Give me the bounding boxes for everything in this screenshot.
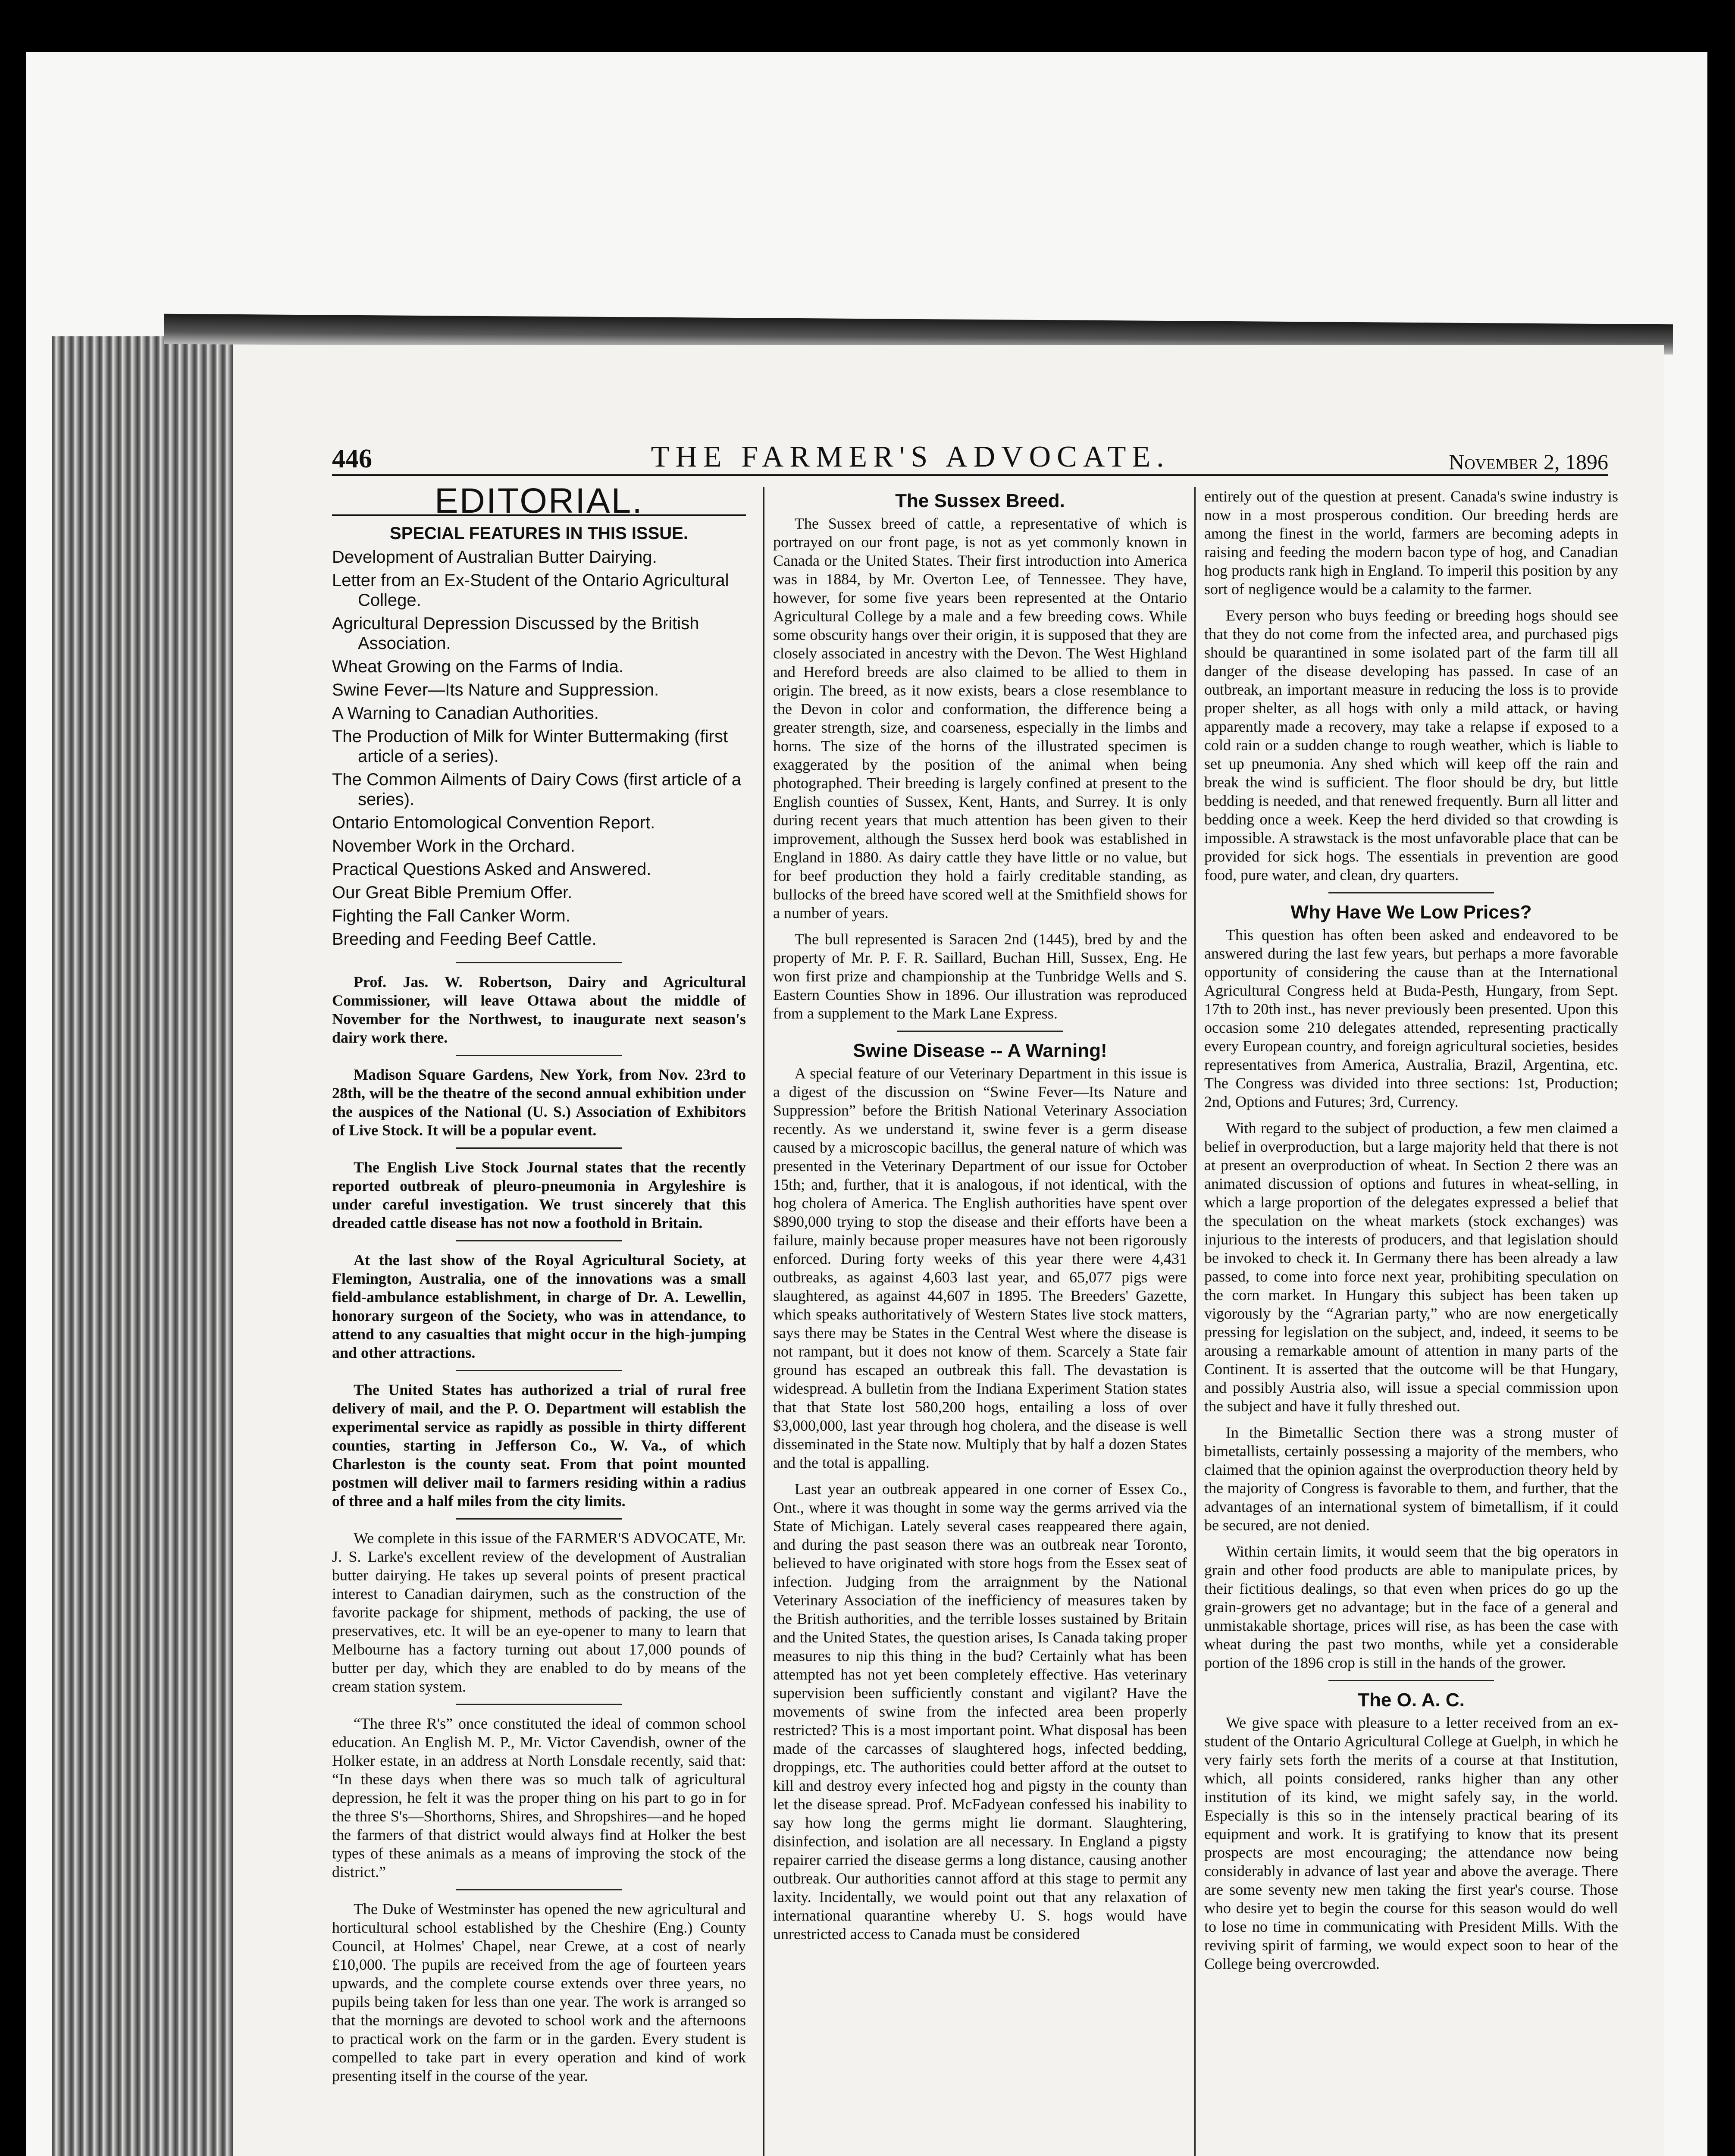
low-prices-paragraph: With regard to the subject of production, a few men claimed a belief in overproduction, but a large majority held that there is not at present an overproduction of wheat. In Section 2 there was an animated discussion of options and futures in wheat-selling, in which a large proportion of the delegates expressed a belief that the speculation on the wheat markets (stock exchanges) was injurious to the interests of producers, and that legislation should be invoked to check it. In Germany there has been already a law passed, to come into force next year, prohibiting speculation on the corn market. In Hungary this subject has been taken up vigorously by the “Agrarian party,” who are now energetically pressing for legislation on the subject, and, indeed, it seems to be arousing a remarkable amount of attention in many parts of the Continent. It is asserted that the outcome will be that Hungary, and possibly Austria also, will issue a special commission upon the subject and have it fully threshed out. (1204, 1119, 1618, 1415)
list-item: Agricultural Depression Discussed by the British Association. (332, 614, 699, 653)
divider (456, 1704, 622, 1705)
oac-title: The O. A. C. (1358, 1689, 1465, 1711)
list-item: Swine Fever—Its Nature and Suppression. (332, 680, 659, 699)
list-item: Wheat Growing on the Farms of India. (332, 657, 623, 676)
list-item: Fighting the Fall Canker Worm. (332, 906, 570, 925)
list-item: Breeding and Feeding Beef Cattle. (332, 930, 597, 949)
book-binding-edge (52, 336, 233, 2156)
masthead: THE FARMER'S ADVOCATE. (651, 440, 1170, 473)
list-item: Our Great Bible Premium Offer. (332, 883, 573, 902)
swine-continued-paragraph: entirely out of the question at present. Canada's swine industry is now in a most prosperous condition. Our breeding herds are among the finest in the world, farmers are becoming adepts in raising and feeding the modern bacon type of hog, and Canadian hog products rank high in England. To imperil this position by any sort of negligence would be a calamity to the farmer. (1204, 488, 1618, 598)
swine-disease-title: Swine Disease -- A Warning! (853, 1040, 1107, 1061)
editorial-item: Madison Square Gardens, New York, from Nov. 23rd to 28th, will be the theatre of the second annual exhibition under the auspices of the National (U. S.) Association of Exhibitors of Live Stock. It will be a popular event. (332, 1066, 746, 1139)
editorial-item: At the last show of the Royal Agricultural Society, at Flemington, Australia, one of the innovations was a small field-ambulance establishment, in charge of Dr. A. Lewellin, honorary surgeon of the Society, who was in attendance, to attend to any casualties that might occur in the high-jumping and other attractions. (332, 1251, 746, 1361)
newspaper-page (233, 345, 1664, 2156)
page-number: 446 (332, 444, 372, 473)
divider (897, 1031, 1063, 1032)
list-item: A Warning to Canadian Authorities. (332, 704, 599, 723)
editorial-item: The English Live Stock Journal states that the recently reported outbreak of pleuro-pneumonia in Argyleshire is under careful investigation. We trust sincerely that this dreaded cattle disease has not now a foothold in Britain. (332, 1159, 746, 1232)
list-item: The Production of Milk for Winter Buttermaking (first article of a series). (332, 727, 728, 766)
divider (1328, 892, 1494, 893)
column-2 (763, 487, 1187, 2156)
list-item: Development of Australian Butter Dairying. (332, 548, 657, 567)
swine-paragraph: Last year an outbreak appeared in one corner of Essex Co., Ont., where it was thought in some way the germs arrived via the State of Michigan. Lately several cases reappeared there again, and during the past season there was an outbreak near Toronto, believed to have originated with store hogs from the Essex seat of infection. Judging from the arraignment by the National Veterinary Association of the inefficiency of measures taken by the British authorities, and the terrible losses sustained by Britain and the United States, the question arises, Is Canada taking proper measures to nip this thing in the bud? Certainly what has been attempted has not yet been completely effective. Has veterinary supervision been sufficiently constant and vigilant? Have the movements of swine from the infected area been properly restricted? This is a most important point. What disposal has been made of the carcasses of slaughtered hogs, infected bedding, droppings, etc. The authorities could better afford at the outset to kill and destroy every infected hog and pigsty in the county than let the disease spread. Prof. McFadyean confessed his inability to say how long the germs might lie dormant. Slaughtering, disinfection, and isolation are all necessary. In England a pigsty repairer carried the disease germs a long distance, causing another outbreak. Our authorities cannot afford at this stage to permit any laxity. Incidentally, we would point out that any relaxation of international quarantine whereby U. S. hogs would have unrestricted access to Canada must be considered (773, 1480, 1187, 1943)
editorial-item: The Duke of Westminster has opened the new agricultural and horticultural school established by the Cheshire (Eng.) County Council, at Holmes' Chapel, near Crewe, at a cost of nearly £10,000. The pupils are received from the age of fourteen years upwards, and the complete course extends over three years, no pupils being taken for less than one year. The work is arranged so that the mornings are devoted to school work and the afternoons to practical work on the farm or in the garden. Every student is compelled to take part in every operation and kind of work presenting itself in the course of the year. (332, 1900, 746, 2084)
divider (456, 962, 622, 963)
issue-date: November 2, 1896 (1449, 450, 1608, 474)
low-prices-paragraph: In the Bimetallic Section there was a strong muster of bimetallists, certainly possessing a majority of the members, who claimed that the opinion against the overproduction theory held by the majority of Congress is favorable to them, and further, that the advantages of an international system of bimetallism, if it could be secured, are not denied. (1204, 1424, 1618, 1534)
column-1 (332, 487, 746, 2156)
list-item: Letter from an Ex-Student of the Ontario Agricultural College. (332, 571, 729, 610)
divider (1328, 1680, 1494, 1681)
editorial-item: The United States has authorized a trial of rural free delivery of mail, and the P. O. Department will establish the experimental service as rapidly as possible in thirty different counties, starting in Jefferson Co., W. Va., of which Charleston is the county seat. From that point mounted postmen will deliver mail to farmers residing within a radius of three and a half miles from the city limits. (332, 1381, 746, 1510)
list-item: Ontario Entomological Convention Report. (332, 813, 655, 832)
low-prices-title: Why Have We Low Prices? (1290, 902, 1532, 923)
column-3 (1194, 487, 1618, 2156)
sussex-paragraph: The bull represented is Saracen 2nd (1445), bred by and the property of Mr. P. F. R. Saillard, Buchan Hill, Sussex, Eng. He won first prize and championship at the Tunbridge Wells and S. Eastern Counties Show in 1896. Our illustration was reproduced from a supplement to the Mark Lane Express. (773, 931, 1187, 1022)
divider (456, 1240, 622, 1241)
page-header (332, 427, 1608, 476)
list-item: Practical Questions Asked and Answered. (332, 860, 651, 879)
divider (456, 1055, 622, 1056)
list-item: The Common Ailments of Dairy Cows (first article of a series). (332, 770, 742, 809)
swine-continued-paragraph: Every person who buys feeding or breeding hogs should see that they do not come from the infected area, and purchased pigs should be quarantined in some isolated part of the farm till all danger of the disease developing has passed. In case of an outbreak, an important measure in reducing the loss is to provide proper shelter, as all hogs with only a mild attack, or having apparently made a recovery, may take a relapse if exposed to a cold rain or a sudden change to rough weather, which is liable to set up pneumonia. Any shed which will keep off the rain and break the wind is sufficient. The floor should be dry, but little bedding is needed, and that renewed frequently. Burn all litter and bedding once a week. Keep the herd divided so that crowding is impossible. A strawstack is the most unfavorable place that can be provided for sick hogs. The essentials in prevention are good food, pure water, and clean, dry quarters. (1204, 607, 1618, 884)
special-features-list (332, 547, 746, 949)
divider (456, 1147, 622, 1149)
low-prices-paragraph: This question has often been asked and endeavored to be answered during the last few years, but perhaps a more favorable opportunity of considering the cause than at the International Agricultural Congress held at Buda-Pesth, Hungary, from Sept. 17th to 20th inst., has never previously been presented. Upon this occasion some 210 delegates attended, representing practically every European country, and foreign agricultural societies, besides representatives from America, Australia, Brazil, Argentina, etc. The Congress was divided into three sections: 1st, Production; 2nd, Options and Futures; 3rd, Currency. (1204, 926, 1618, 1110)
sussex-paragraph: The Sussex breed of cattle, a representative of which is portrayed on our front page, is not as yet commonly known in Canada or the United States. Their first introduction into America was in 1884, by Mr. Overton Lee, of Tennessee. They have, however, for some five years been represented at the Ontario Agricultural College by a male and a few breeding cows. While some obscurity hangs over their origin, it is supposed that they are closely associated in ancestry with the Devon. The West Highland and Hereford breeds are also claimed to be allied to them in origin. The breed, as it now exists, bears a close resemblance to the Devon in color and conformation, the difference being a greater strength, size, and coarseness, especially in the limbs and horns. The size of the horns of the illustrated specimen is exaggerated by the position of the animal when being photographed. Their breeding is largely confined at present to the English counties of Sussex, Kent, Hants, and Surrey. It is only during recent years that much attention has been given to their improvement, although the Sussex herd book was established in England in 1880. As dairy cattle they have little or no value, but for beef production they hold a fairly creditable standing, as bullocks of the breed have scored well at the Smithfield shows for a number of years. (773, 515, 1187, 921)
oac-paragraph: We give space with pleasure to a letter received from an ex-student of the Ontario Agricultural College at Guelph, in which he very fairly sets forth the merits of a course at that Institution, which, all points considered, ranks higher than any other institution of its kind, we might safely say, in the world. Especially is this so in the intensely practical bearing of its equipment and work. It is gratifying to know that its present prospects are most encouraging; the attendance now being considerably in advance of last year and above the average. There are some seventy new men taking the first year's course. Those who desire yet to begin the course for this season would do well to lose no time in communicating with President Mills. With the reviving spirit of farming, we would expect soon to hear of the College being overcrowded. (1204, 1714, 1618, 1972)
sussex-breed-title: The Sussex Breed. (895, 490, 1065, 511)
editorial-item: “The three R's” once constituted the ideal of common school education. An English M. P., Mr. Victor Cavendish, owner of the Holker estate, in an address at North Lonsdale recently, said that: “In these days when there was so much talk of agricultural depression, he felt it was the proper thing on his part to go in for the three S's—Shorthorns, Shires, and Shropshires—and he hoped the farmers of that district would always find at Holker the best types of these animals as a means of improving the stock of the district.” (332, 1715, 746, 1880)
divider (456, 1518, 622, 1520)
special-features-heading: SPECIAL FEATURES IN THIS ISSUE. (390, 524, 688, 543)
low-prices-paragraph: Within certain limits, it would seem that the big operators in grain and other food products are able to manipulate prices, by their fictitious dealings, so that even when prices do go up the grain-growers get no advantage; but in the face of a general and unmistakable shortage, prices will rise, as has been the case with wheat during the past two months, while yet a considerable portion of the 1896 crop is still in the hands of the grower. (1204, 1543, 1618, 1671)
list-item: November Work in the Orchard. (332, 837, 575, 856)
divider (456, 1370, 622, 1371)
editorial-item: We complete in this issue of the FARMER'S ADVOCATE, Mr. J. S. Larke's excellent review of the development of Australian butter dairying. He takes up several points of present practical interest to Canadian dairymen, such as the construction of the favorite package for shipment, methods of packing, the use of preservatives, etc. It will be an eye-opener to many to learn that Melbourne has a factory turning out about 17,000 pounds of butter per day, which they are enabled to do by means of the cream station system. (332, 1529, 746, 1695)
divider (456, 1889, 622, 1890)
swine-paragraph: A special feature of our Veterinary Department in this issue is a digest of the discussion on “Swine Fever—Its Nature and Suppression” before the British National Veterinary Association recently. As we understand it, swine fever is a germ disease caused by a microscopic bacillus, the general nature of which was presented in the Veterinary Department of our issue for October 15th; and, further, that it is analogous, if not identical, with the hog cholera of America. The English authorities have spent over $890,000 trying to stop the disease and their efforts have been a failure, mainly because proper measures have not been rigorously enforced. During forty weeks of this year there were 4,431 outbreaks, as against 4,603 last year, and 65,077 pigs were slaughtered, as against 44,607 in 1895. The Breeders' Gazette, which speaks authoritatively of Western States live stock matters, says there may be States in the Central West where the disease is not rampant, but it does not know of them. Scarcely a State fair ground has escaped an outbreak this fall. The devastation is widespread. A bulletin from the Indiana Experiment Station states that that State lost 580,200 hogs, entailing a loss of over $3,000,000, last year through hog cholera, and the disease is well disseminated in the State now. Multiply that by half a dozen States and the total is appalling. (773, 1065, 1187, 1471)
editorial-item: Prof. Jas. W. Robertson, Dairy and Agricultural Commissioner, will leave Ottawa about the middle of November for the Northwest, to inaugurate next season's dairy work there. (332, 973, 746, 1046)
editorial-title: EDITORIAL. (332, 492, 746, 516)
